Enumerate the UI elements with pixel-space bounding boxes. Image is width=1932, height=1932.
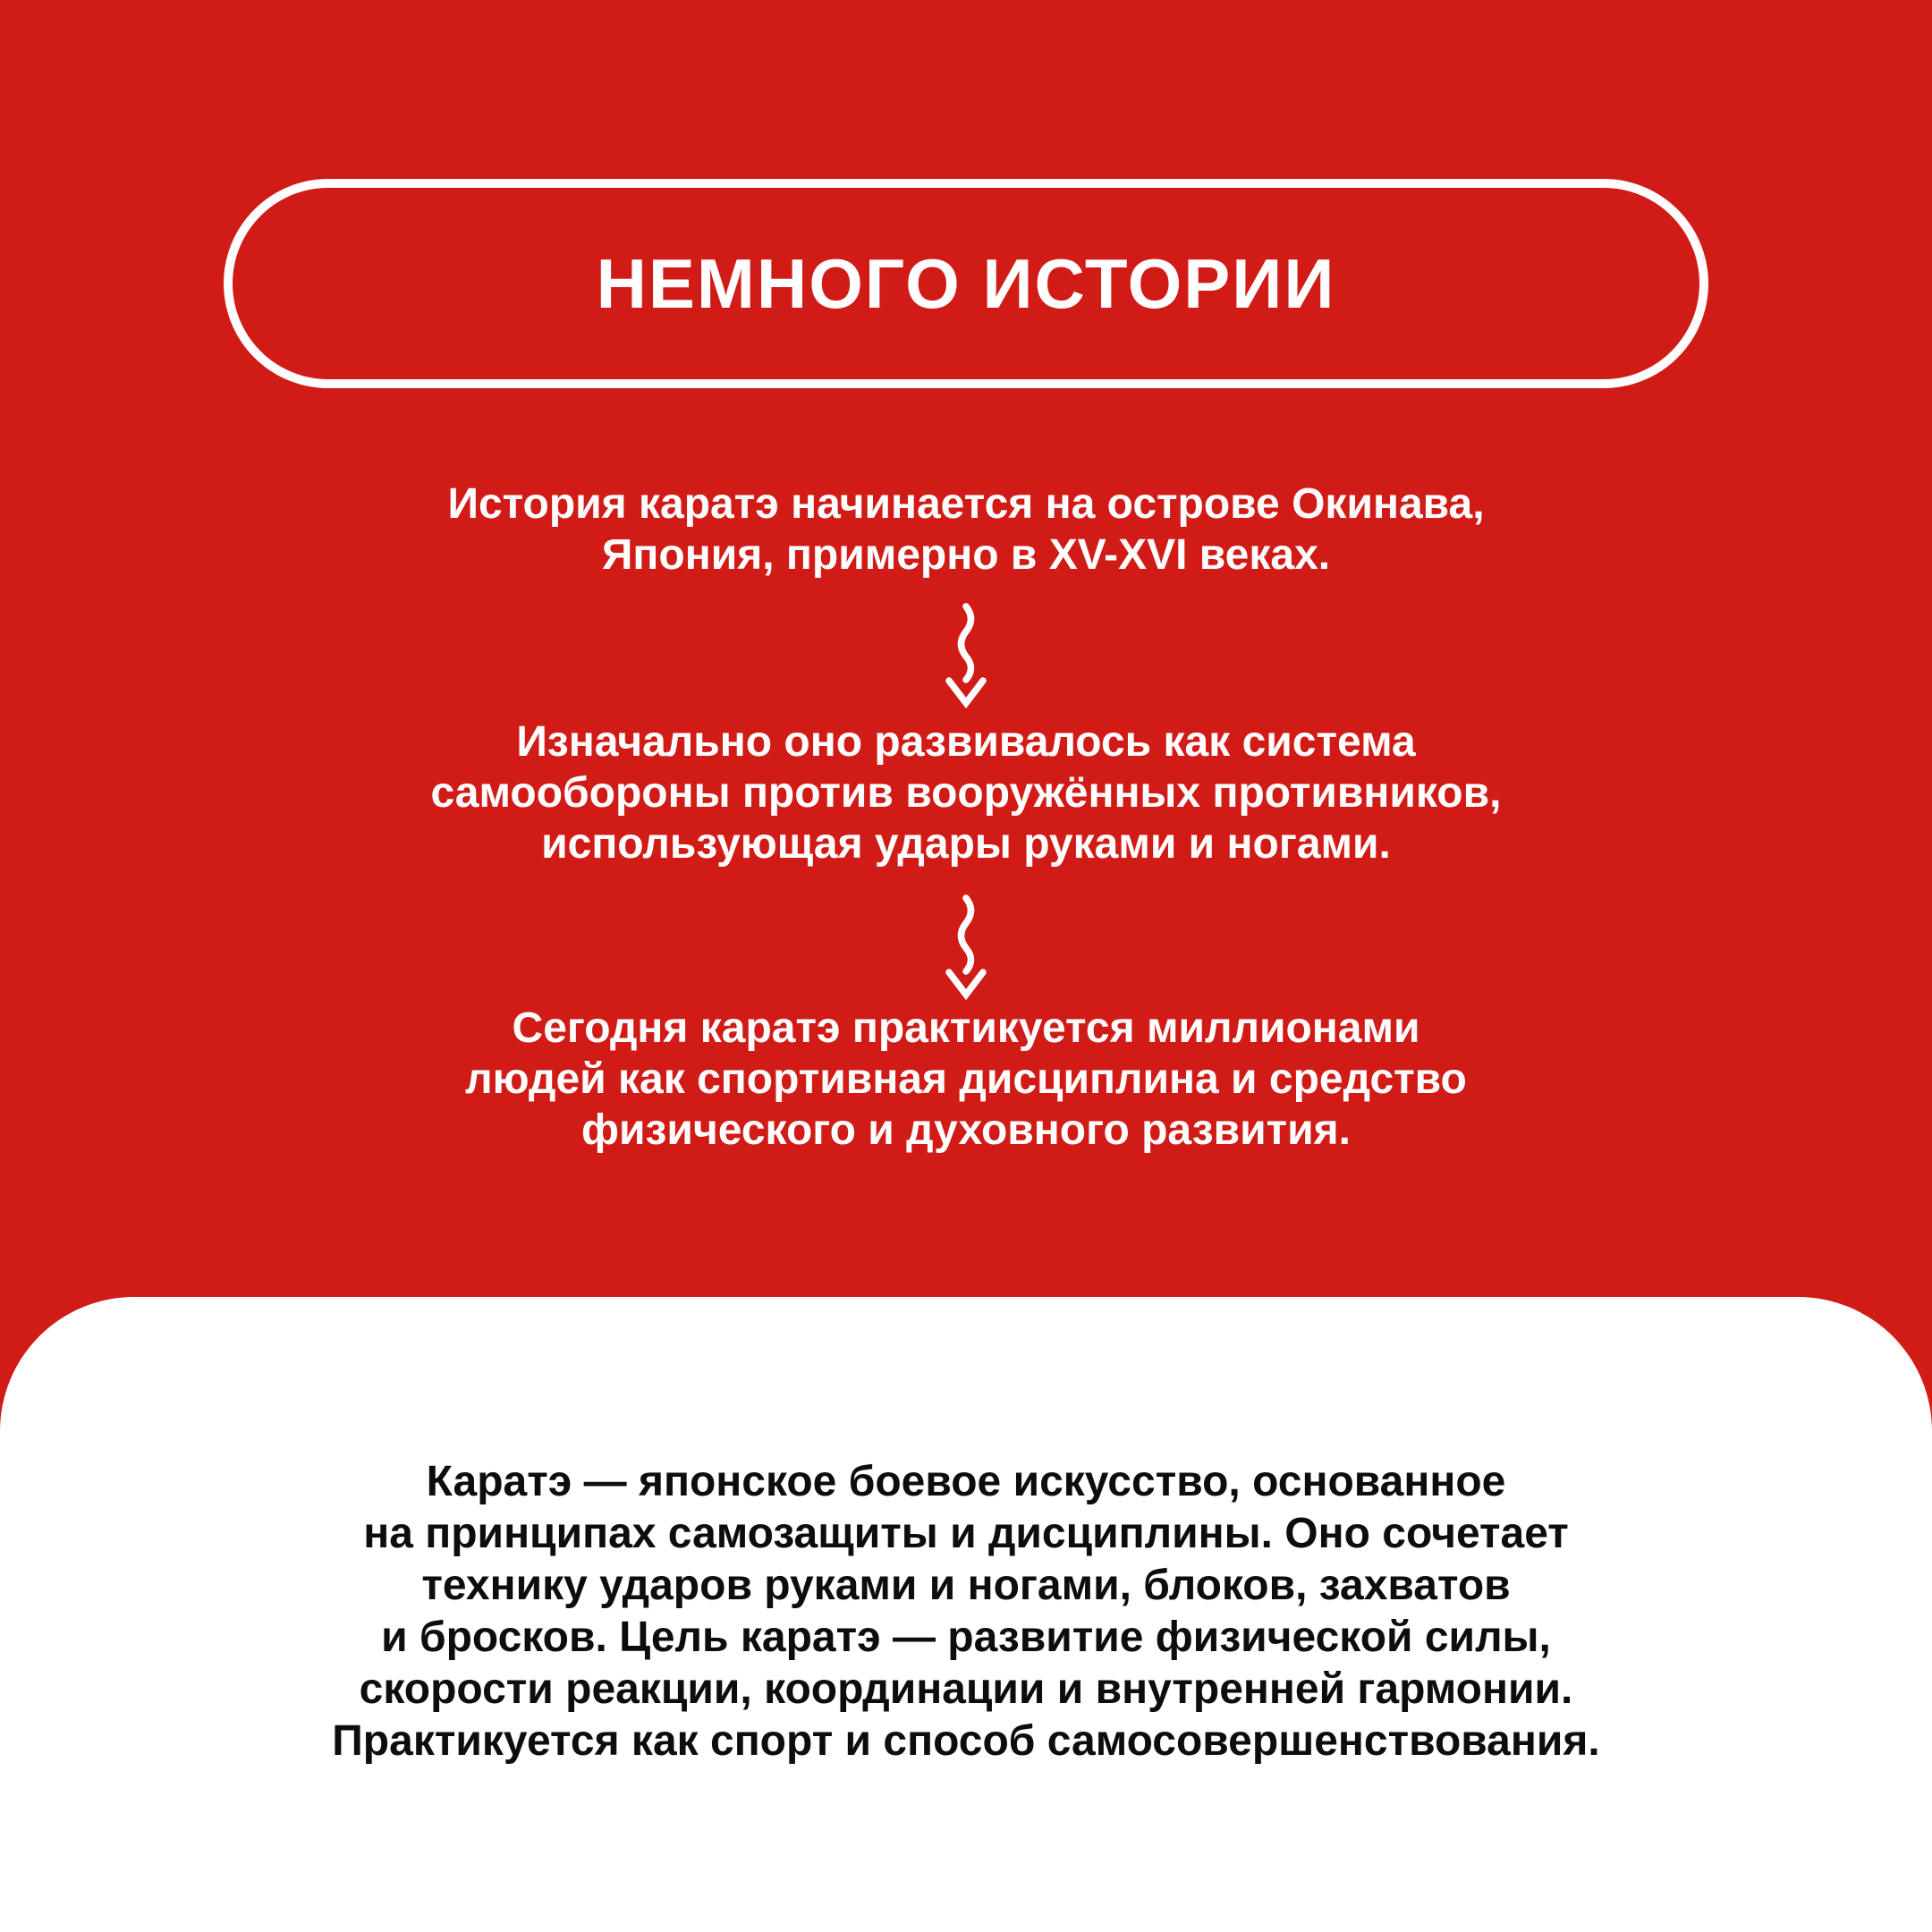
step-line: людей как спортивная дисциплина и средство <box>465 1055 1467 1103</box>
step-line: Сегодня каратэ практикуется миллионами <box>512 1004 1420 1052</box>
page-title: НЕМНОГО ИСТОРИИ <box>596 243 1336 323</box>
info-card <box>0 1297 1932 1932</box>
step-line: Япония, примерно в XV-XVI веках. <box>601 531 1331 579</box>
step-line: История каратэ начинается на острове Окинава, <box>447 480 1485 528</box>
step-line: физического и духовного развития. <box>581 1106 1351 1154</box>
card-line: Каратэ — японское боевое искусство, основанное <box>426 1458 1506 1505</box>
step-line: самообороны против вооружённых противников, <box>430 769 1502 817</box>
card-line: Практикуется как спорт и способ самосовершенствования. <box>332 1717 1600 1765</box>
info-card-text <box>0 1456 1932 1767</box>
history-step-3 <box>0 1003 1932 1156</box>
step-line: использующая удары руками и ногами. <box>541 820 1391 868</box>
step-line: Изначально оно развивалось как система <box>516 718 1416 766</box>
wavy-down-arrow-icon <box>942 894 990 1000</box>
history-step-1 <box>0 479 1932 580</box>
card-line: скорости реакции, координации и внутренней гармонии. <box>359 1665 1573 1713</box>
card-line: технику ударов руками и ногами, блоков, захватов <box>421 1562 1511 1609</box>
title-pill <box>224 179 1708 388</box>
card-line: и бросков. Цель каратэ — развитие физической силы, <box>381 1614 1551 1661</box>
card-line: на принципах самозащиты и дисциплины. Оно сочетает <box>363 1510 1569 1557</box>
history-step-2 <box>0 716 1932 869</box>
wavy-down-arrow-icon <box>942 603 990 708</box>
